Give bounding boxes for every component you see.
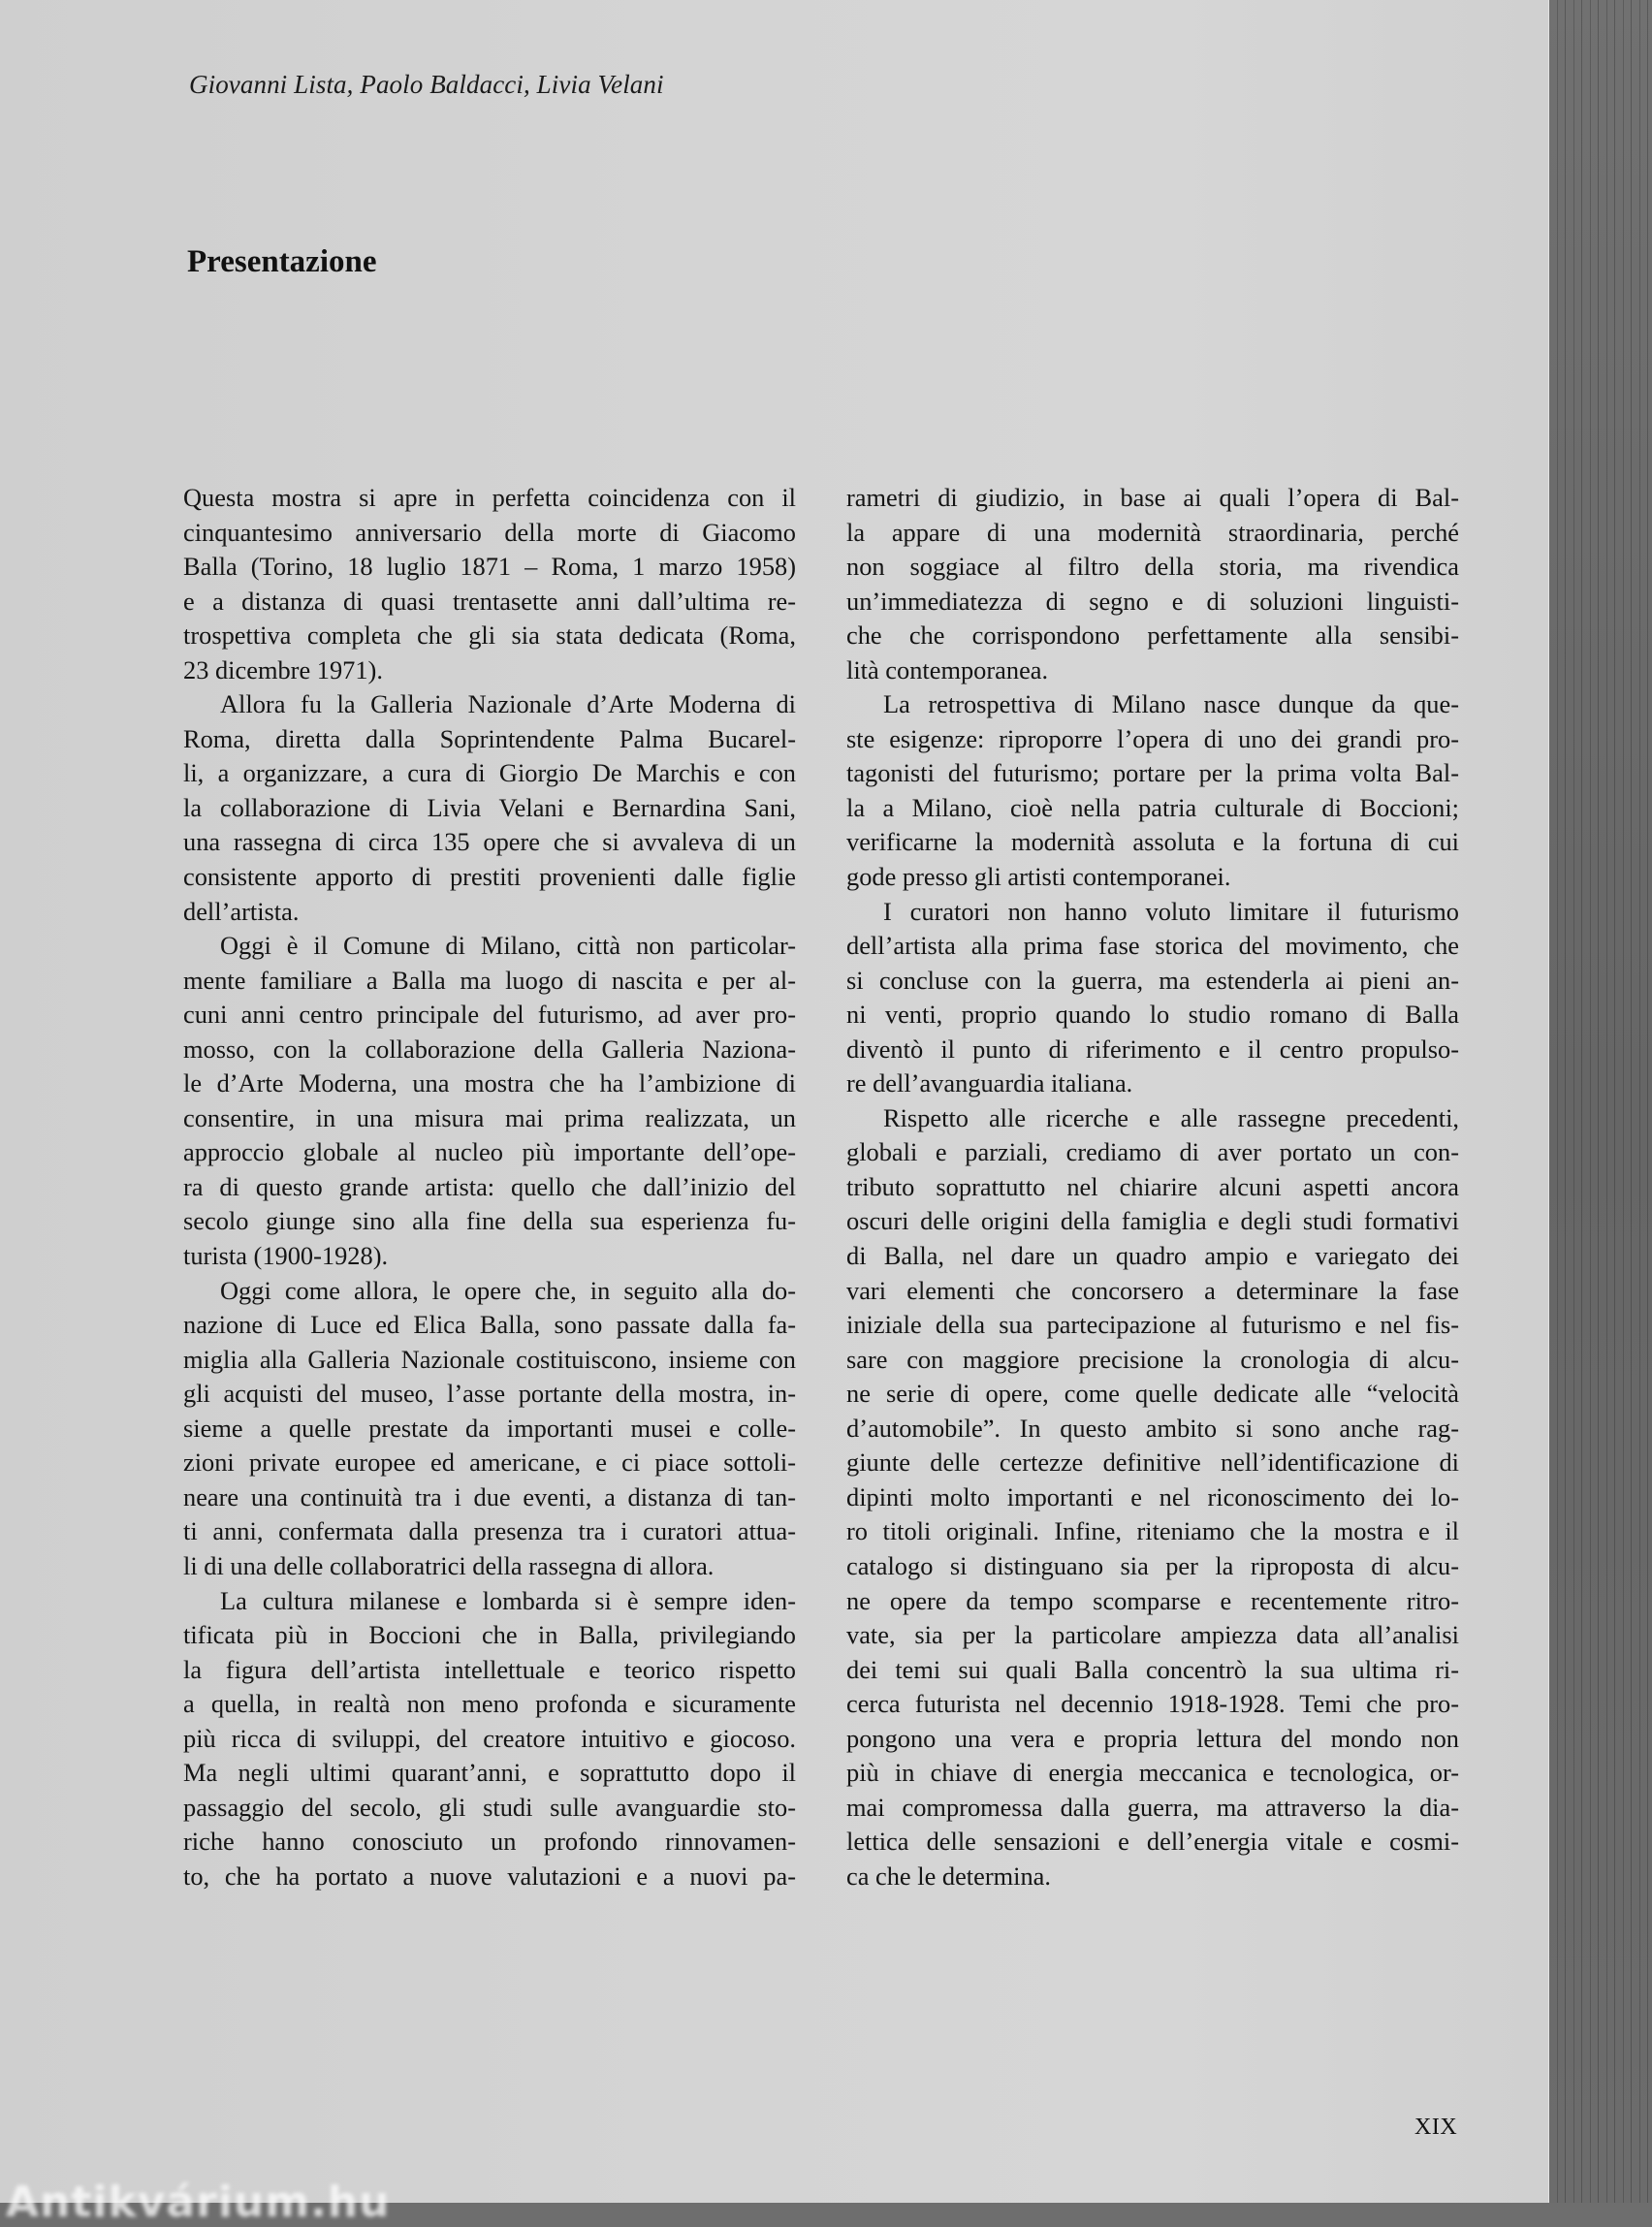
text-line — [846, 1722, 1459, 1757]
text-line-content: cerca futurista nel decennio 1918-1928. Temi che pro- — [846, 1689, 1459, 1719]
text-line — [846, 1446, 1459, 1480]
text-line-content: di Balla, nel dare un quadro ampio e variegato dei — [846, 1241, 1459, 1271]
paragraph — [183, 1584, 796, 1894]
text-line-content: la collaborazione di Livia Velani e Bernardina Sani, — [183, 792, 796, 822]
text-line — [846, 1687, 1459, 1722]
text-line — [183, 1101, 796, 1136]
text-line — [846, 998, 1459, 1033]
text-line-content: rametri di giudizio, in base ai quali l’opera di Bal- — [846, 483, 1459, 512]
text-line-content: cinquantesimo anniversario della morte di Giacomo — [183, 517, 796, 547]
text-line — [183, 1480, 796, 1515]
text-line — [846, 1204, 1459, 1239]
text-line — [846, 619, 1459, 653]
paragraph — [183, 481, 796, 687]
text-line — [846, 481, 1459, 516]
text-line-content: le d’Arte Moderna, una mostra che ha l’ambizione di — [183, 1068, 796, 1098]
text-line — [846, 1480, 1459, 1515]
text-line — [183, 1618, 796, 1653]
text-line — [846, 825, 1459, 860]
text-line — [846, 1825, 1459, 1860]
text-line — [183, 1274, 796, 1309]
text-line — [846, 1412, 1459, 1447]
text-line — [183, 1033, 796, 1067]
text-column-left — [183, 481, 796, 1893]
text-line — [183, 1412, 796, 1447]
text-line-content: ne serie di opere, come quelle dedicate alle “velocità — [846, 1379, 1459, 1409]
text-line — [846, 1066, 1459, 1101]
text-line-content: mai compromessa dalla guerra, ma attraverso la dia- — [846, 1792, 1459, 1822]
text-line — [183, 687, 796, 722]
text-line — [183, 1170, 796, 1205]
text-line — [183, 895, 796, 930]
text-line — [183, 1066, 796, 1101]
text-line-content: ra di questo grande artista: quello che dall’inizio del — [183, 1171, 796, 1201]
text-line — [183, 481, 796, 516]
text-line-content: d’automobile”. In questo ambito si sono anche rag- — [846, 1413, 1459, 1443]
text-line-content: pongono una vera e propria lettura del mondo non — [846, 1723, 1459, 1753]
text-line-content: turista (1900-1928). — [183, 1241, 389, 1271]
text-line — [846, 791, 1459, 826]
text-line — [183, 653, 796, 688]
paragraph — [183, 687, 796, 929]
text-line — [846, 722, 1459, 757]
text-line — [846, 756, 1459, 791]
text-line-content: oscuri delle origini della famiglia e degli studi formativi — [846, 1206, 1459, 1236]
text-line-content: li di una delle collaboratrici della rassegna di allora. — [183, 1550, 715, 1580]
text-line — [183, 1549, 796, 1584]
text-line — [846, 653, 1459, 688]
text-line — [846, 1584, 1459, 1619]
paragraph — [846, 895, 1459, 1101]
text-line-content: che che corrispondono perfettamente alla sensibi- — [846, 620, 1459, 651]
text-line-content: ste esigenze: riproporre l’opera di uno dei grandi pro- — [846, 723, 1459, 753]
text-line — [183, 1308, 796, 1343]
page-title: Presentazione — [187, 244, 377, 279]
text-line — [183, 1653, 796, 1688]
text-line-content: tagonisti del futurismo; portare per la prima volta Bal- — [846, 758, 1459, 788]
text-line — [846, 1135, 1459, 1170]
page-number: XIX — [1414, 2115, 1458, 2140]
text-line-content: zioni private europee ed americane, e ci piace sottoli- — [183, 1448, 796, 1478]
paragraph — [846, 687, 1459, 894]
text-line — [846, 1274, 1459, 1309]
text-line-content: più ricca di sviluppi, del creatore intuitivo e giocoso. — [183, 1723, 796, 1753]
text-line — [183, 1343, 796, 1378]
text-line-content: la figura dell’artista intellettuale e teorico rispetto — [183, 1654, 796, 1684]
text-line — [183, 1791, 796, 1826]
text-line-content: La cultura milanese e lombarda si è sempre iden- — [220, 1585, 796, 1615]
text-line-content: ca che le determina. — [846, 1861, 1051, 1891]
text-line — [846, 860, 1459, 895]
text-line-content: trospettiva completa che gli sia stata dedicata (Roma, — [183, 620, 796, 651]
text-line — [183, 1514, 796, 1549]
text-line-content: consentire, in una misura mai prima realizzata, un — [183, 1102, 796, 1132]
text-line-content: vate, sia per la particolare ampiezza data all’analisi — [846, 1620, 1459, 1650]
text-line-content: un’immediatezza di segno e di soluzioni linguisti- — [846, 586, 1459, 616]
text-line-content: e a distanza di quasi trentasette anni dall’ultima re- — [183, 586, 796, 616]
text-line-content: globali e parziali, crediamo di aver portato un con- — [846, 1137, 1459, 1167]
text-line-content: sare con maggiore precisione la cronologia di alcu- — [846, 1344, 1459, 1374]
text-line-content: a quella, in realtà non meno profonda e sicuramente — [183, 1689, 796, 1719]
text-line — [183, 1756, 796, 1791]
text-line — [846, 1756, 1459, 1791]
text-line-content: giunte delle certezze definitive nell’identificazione di — [846, 1448, 1459, 1478]
text-line — [183, 825, 796, 860]
text-line-content: lettica delle sensazioni e dell’energia vitale e cosmi- — [846, 1827, 1459, 1857]
text-line-content: approccio globale al nucleo più importante dell’ope- — [183, 1137, 796, 1167]
text-line-content: dell’artista. — [183, 896, 300, 926]
text-line-content: sieme a quelle prestate da importanti musei e colle- — [183, 1413, 796, 1443]
text-line — [846, 1239, 1459, 1274]
text-line — [183, 756, 796, 791]
text-line — [183, 1722, 796, 1757]
text-line-content: verificarne la modernità assoluta e la fortuna di cui — [846, 827, 1459, 857]
text-line — [846, 1343, 1459, 1378]
text-line-content: più in chiave di energia meccanica e tecnologica, or- — [846, 1758, 1459, 1788]
text-line — [846, 1549, 1459, 1584]
text-line-content: Allora fu la Galleria Nazionale d’Arte Moderna di — [220, 689, 796, 719]
running-header-authors: Giovanni Lista, Paolo Baldacci, Livia Velani — [189, 70, 664, 99]
text-line-content: non soggiace al filtro della storia, ma rivendica — [846, 552, 1459, 582]
text-line — [183, 998, 796, 1033]
text-line — [183, 722, 796, 757]
text-line-content: passaggio del secolo, gli studi sulle avanguardie sto- — [183, 1792, 796, 1822]
text-line — [183, 516, 796, 551]
text-line — [183, 1239, 796, 1274]
text-line-content: mente familiare a Balla ma luogo di nascita e per al- — [183, 965, 796, 995]
text-line-content: Oggi come allora, le opere che, in seguito alla do- — [220, 1275, 796, 1305]
text-line — [183, 1135, 796, 1170]
text-line-content: Rispetto alle ricerche e alle rassegne precedenti, — [883, 1102, 1459, 1132]
text-line-content: mosso, con la collaborazione della Galleria Naziona- — [183, 1034, 796, 1064]
text-line-content: cuni anni centro principale del futurismo, ad aver pro- — [183, 1000, 796, 1030]
text-line — [846, 964, 1459, 999]
text-line — [183, 929, 796, 964]
text-line — [846, 516, 1459, 551]
text-line — [846, 1791, 1459, 1826]
text-line-content: re dell’avanguardia italiana. — [846, 1068, 1133, 1098]
text-line — [846, 550, 1459, 585]
text-line-content: la appare di una modernità straordinaria, perché — [846, 517, 1459, 547]
text-line — [183, 585, 796, 620]
text-line — [846, 1377, 1459, 1412]
text-line-content: Roma, diretta dalla Soprintendente Palma Bucarel- — [183, 723, 796, 753]
text-line — [183, 1584, 796, 1619]
text-line-content: lità contemporanea. — [846, 654, 1049, 684]
paragraph — [846, 1101, 1459, 1894]
paragraph — [183, 1274, 796, 1584]
text-line-content: Questa mostra si apre in perfetta coincidenza con il — [183, 483, 796, 512]
text-line — [183, 791, 796, 826]
text-line-content: tificata più in Boccioni che in Balla, privilegiando — [183, 1620, 796, 1650]
text-column-right — [846, 481, 1459, 1893]
text-line-content: gli acquisti del museo, l’asse portante della mostra, in- — [183, 1379, 796, 1409]
text-line-content: La retrospettiva di Milano nasce dunque da que- — [883, 689, 1459, 719]
text-line-content: diventò il punto di riferimento e il centro propulso- — [846, 1034, 1459, 1064]
text-line-content: secolo giunge sino alla fine della sua esperienza fu- — [183, 1206, 796, 1236]
text-line-content: dell’artista alla prima fase storica del movimento, che — [846, 931, 1459, 961]
text-line — [846, 1101, 1459, 1136]
text-line — [846, 929, 1459, 964]
text-line — [846, 1860, 1459, 1894]
text-line — [846, 1170, 1459, 1205]
text-line — [846, 585, 1459, 620]
text-line — [183, 1204, 796, 1239]
text-line-content: 23 dicembre 1971). — [183, 654, 383, 684]
text-line-content: miglia alla Galleria Nazionale costituiscono, insieme con — [183, 1344, 796, 1374]
text-line — [846, 1033, 1459, 1067]
text-line-content: to, che ha portato a nuove valutazioni e a nuovi pa- — [183, 1861, 796, 1891]
text-line-content: nazione di Luce ed Elica Balla, sono passate dalla fa- — [183, 1310, 796, 1340]
text-line-content: gode presso gli artisti contemporanei. — [846, 862, 1231, 892]
text-line — [846, 1308, 1459, 1343]
text-line — [183, 860, 796, 895]
text-line — [183, 619, 796, 653]
text-line-content: riche hanno conosciuto un profondo rinnovamen- — [183, 1827, 796, 1857]
text-line — [183, 1825, 796, 1860]
text-line — [183, 1377, 796, 1412]
text-line — [846, 895, 1459, 930]
text-line-content: si concluse con la guerra, ma estenderla ai pieni an- — [846, 965, 1459, 995]
text-line-content: la a Milano, cioè nella patria culturale di Boccioni; — [846, 792, 1459, 822]
watermark: Antikvárium.hu — [6, 2178, 391, 2227]
text-line — [183, 1446, 796, 1480]
text-line-content: Balla (Torino, 18 luglio 1871 – Roma, 1 marzo 1958) — [183, 552, 796, 582]
text-line-content: dei temi sui quali Balla concentrò la sua ultima ri- — [846, 1654, 1459, 1684]
text-line — [846, 1618, 1459, 1653]
text-line — [183, 1687, 796, 1722]
text-line-content: Ma negli ultimi quarant’anni, e soprattutto dopo il — [183, 1758, 796, 1788]
text-line-content: vari elementi che concorsero a determinare la fase — [846, 1275, 1459, 1305]
text-line — [846, 1653, 1459, 1688]
text-line-content: dipinti molto importanti e nel riconoscimento dei lo- — [846, 1481, 1459, 1511]
text-line-content: li, a organizzare, a cura di Giorgio De Marchis e con — [183, 758, 796, 788]
text-line-content: iniziale della sua partecipazione al futurismo e nel fis- — [846, 1310, 1459, 1340]
text-line-content: tributo soprattutto nel chiarire alcuni aspetti ancora — [846, 1171, 1459, 1201]
paragraph — [846, 481, 1459, 687]
paragraph — [183, 929, 796, 1273]
text-line-content: I curatori non hanno voluto limitare il futurismo — [883, 896, 1459, 926]
text-line-content: ti anni, confermata dalla presenza tra i curatori attua- — [183, 1516, 796, 1546]
text-line — [183, 964, 796, 999]
text-line-content: ni venti, proprio quando lo studio romano di Balla — [846, 1000, 1459, 1030]
text-line — [183, 1860, 796, 1894]
text-line — [846, 1514, 1459, 1549]
wood-surface-background — [1548, 0, 1652, 2203]
text-line-content: ne opere da tempo scomparse e recentemente ritro- — [846, 1585, 1459, 1615]
text-line — [846, 687, 1459, 722]
text-line-content: ro titoli originali. Infine, riteniamo che la mostra e il — [846, 1516, 1459, 1546]
text-line-content: una rassegna di circa 135 opere che si avvaleva di un — [183, 827, 796, 857]
text-line-content: consistente apporto di prestiti provenienti dalle figlie — [183, 862, 796, 892]
text-line-content: Oggi è il Comune di Milano, città non particolar- — [220, 931, 796, 961]
text-line — [183, 550, 796, 585]
text-line-content: neare una continuità tra i due eventi, a distanza di tan- — [183, 1481, 796, 1511]
text-line-content: catalogo si distinguano sia per la riproposta di alcu- — [846, 1550, 1459, 1580]
